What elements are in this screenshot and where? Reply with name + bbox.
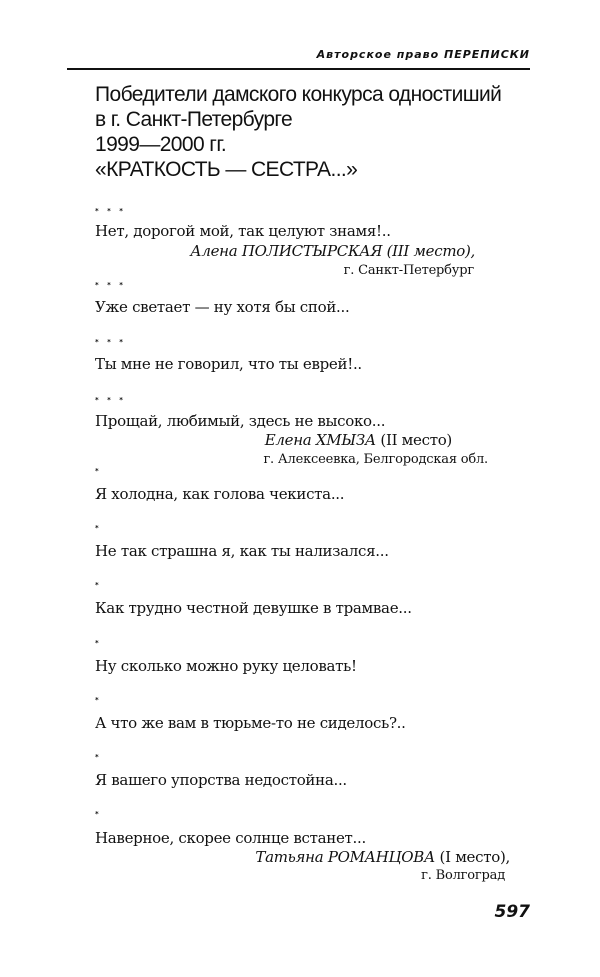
verse-marker: * [95, 810, 102, 818]
verse-line: Наверное, скорее солнце встанет... [95, 829, 366, 847]
verse-marker: * [95, 753, 102, 761]
running-header: Авторское право ПЕРЕПИСКИ [316, 48, 530, 61]
verse-place: г. Волгоград [421, 868, 505, 883]
verse-line: Ну сколько можно руку целовать! [95, 657, 357, 675]
author-rank: (III место), [386, 242, 475, 260]
verse-marker: * [95, 524, 102, 532]
verse-author [255, 848, 510, 866]
author-rank: (I место), [439, 848, 510, 866]
verse-marker: * * * [95, 207, 126, 215]
author-name: Татьяна РОМАНЦОВА [255, 848, 436, 866]
verse-marker: * * * [95, 281, 126, 289]
title-line-1: Победители дамского конкурса одностиший [95, 83, 502, 106]
verse-marker: * [95, 639, 102, 647]
verse-place: г. Санкт-Петербург [343, 263, 474, 278]
page-number: 597 [494, 902, 530, 922]
title-line-3: 1999—2000 гг. [95, 133, 227, 156]
author-rank: (II место) [380, 431, 452, 449]
title-line-2: в г. Санкт-Петербурге [95, 108, 293, 131]
verse-place: г. Алексеевка, Белгородская обл. [263, 452, 488, 467]
verse-line: Не так страшна я, как ты нализался... [95, 542, 389, 560]
author-name: Алена ПОЛИСТЫРСКАЯ [190, 242, 383, 260]
verse-line: Прощай, любимый, здесь не высоко... [95, 412, 386, 430]
verse-marker: * [95, 581, 102, 589]
verse-line: Как трудно честной девушке в трамвае... [95, 599, 412, 617]
verse-line: Ты мне не говорил, что ты еврей!.. [95, 355, 362, 373]
verse-author [190, 242, 475, 260]
verse-marker: * * * [95, 396, 126, 404]
verse-marker: * [95, 696, 102, 704]
verse-author [265, 431, 452, 449]
verse-line: А что же вам в тюрьме-то не сиделось?.. [95, 714, 406, 732]
page-title [95, 82, 555, 182]
verse-marker: * [95, 467, 102, 475]
title-line-4: «КРАТКОСТЬ — СЕСТРА...» [95, 158, 358, 181]
header-rule [67, 68, 530, 70]
verse-line: Нет, дорогой мой, так целуют знамя!.. [95, 222, 391, 240]
verse-line: Я холодна, как голова чекиста... [95, 485, 345, 503]
verse-line: Уже светает — ну хотя бы спой... [95, 298, 350, 316]
verse-marker: * * * [95, 338, 126, 346]
author-name: Елена ХМЫЗА [264, 431, 376, 449]
verse-line: Я вашего упорства недостойна... [95, 771, 347, 789]
